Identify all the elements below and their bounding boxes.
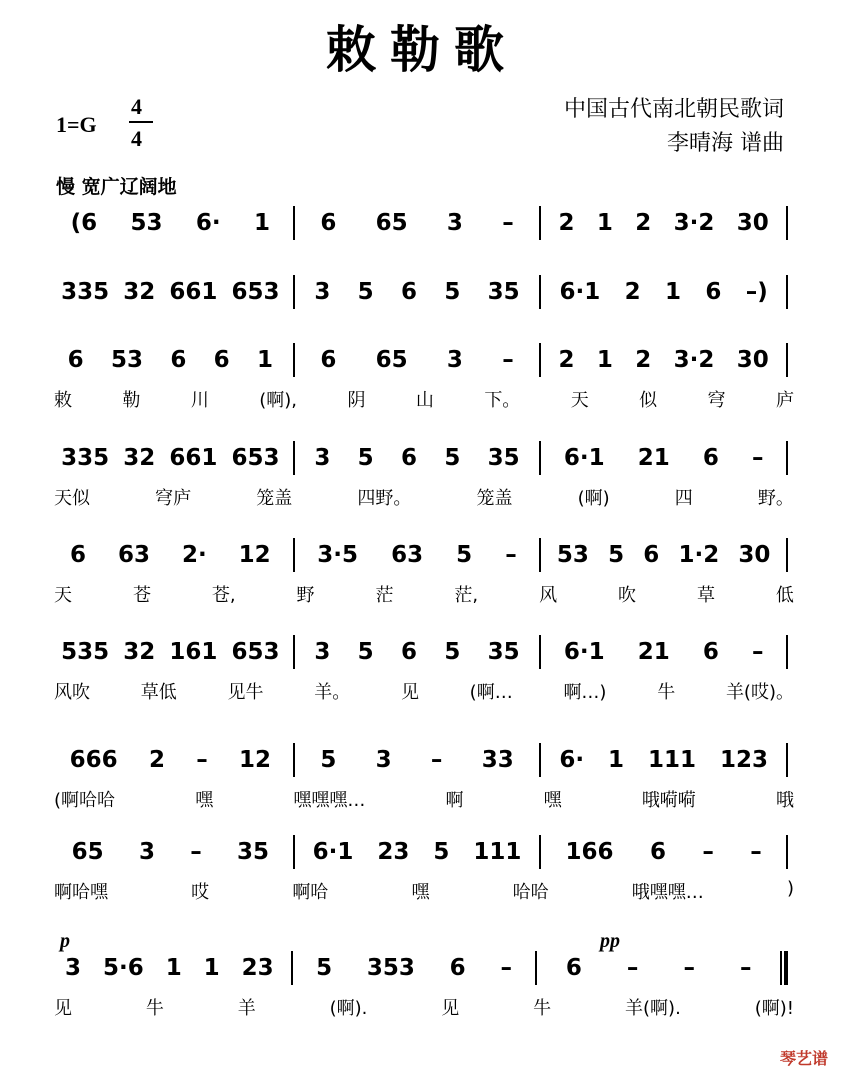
- note: 32: [123, 445, 156, 471]
- lyric-syllable: 嘿: [543, 790, 562, 811]
- note: 65: [71, 839, 104, 865]
- lyric-line: [54, 386, 794, 412]
- measure: [54, 639, 287, 665]
- lyric-syllable: 哦: [775, 790, 794, 811]
- lyric-syllable: 苍,: [211, 585, 236, 606]
- note: 32: [123, 639, 156, 665]
- lyric-syllable: 下。: [484, 390, 521, 411]
- note: 35: [487, 445, 520, 471]
- lyric-syllable: 苍: [132, 585, 151, 606]
- note: 2: [148, 747, 165, 773]
- measure: [301, 445, 534, 471]
- lyric-syllable: 吹: [618, 585, 637, 606]
- lyric-syllable: 见: [441, 998, 460, 1019]
- lyric-syllable: 哎: [191, 882, 210, 903]
- lyric-syllable: 天: [54, 585, 72, 606]
- barline: [786, 743, 788, 777]
- note: 6·: [195, 210, 221, 236]
- note: 23: [377, 839, 410, 865]
- note: 63: [391, 542, 424, 568]
- note: –: [190, 839, 202, 865]
- note: 3: [375, 747, 392, 773]
- barline: [539, 635, 541, 669]
- note: 6: [67, 347, 84, 373]
- note: 21: [637, 639, 670, 665]
- note: 33: [481, 747, 514, 773]
- note: 53: [556, 542, 589, 568]
- note: 6: [320, 347, 337, 373]
- measure: [54, 955, 285, 981]
- lyricist-credit: 中国古代南北朝民歌词: [563, 97, 784, 122]
- note: 335: [61, 279, 110, 305]
- measure-row: [54, 832, 794, 872]
- time-signature-bottom: 4: [131, 126, 142, 151]
- lyric-syllable: 嘿: [195, 790, 214, 811]
- lyric-syllable: 牛: [657, 682, 676, 703]
- lyric-syllable: 啊…): [563, 682, 607, 703]
- lyric-syllable: 茫,: [454, 585, 479, 606]
- measure: [54, 839, 287, 865]
- note: 3: [314, 445, 331, 471]
- note: 666: [69, 747, 118, 773]
- barline: [293, 635, 295, 669]
- barline: [539, 275, 541, 309]
- note: 1: [608, 747, 625, 773]
- measure-row: [54, 535, 794, 575]
- measure-row: [54, 340, 794, 380]
- lyric-syllable: 羊(哎)。: [725, 682, 794, 703]
- lyric-syllable: 穹庐: [155, 488, 192, 509]
- note: 5: [444, 445, 461, 471]
- lyric-syllable: (啊).: [329, 998, 368, 1019]
- lyric-syllable: 羊: [237, 998, 256, 1019]
- note: 12: [238, 542, 271, 568]
- measure-row: [54, 632, 794, 672]
- lyric-syllable: 见牛: [227, 682, 264, 703]
- lyric-syllable: 川: [190, 390, 209, 411]
- note: 661: [169, 279, 218, 305]
- note: 1: [203, 955, 220, 981]
- barline: [786, 835, 788, 869]
- note: –: [751, 445, 764, 471]
- note: 2: [558, 210, 575, 236]
- note: 6·1: [563, 445, 605, 471]
- note: 5: [320, 747, 337, 773]
- barline: [291, 951, 293, 985]
- note: 1: [253, 210, 270, 236]
- note: 6: [400, 639, 417, 665]
- measure-row: [54, 438, 794, 478]
- dynamic-marking: pp: [600, 930, 620, 952]
- note: 53: [110, 347, 143, 373]
- barline: [786, 275, 788, 309]
- note: 653: [231, 445, 280, 471]
- lyric-syllable: 野。: [757, 488, 794, 509]
- lyric-syllable: 穹: [707, 390, 726, 411]
- lyric-line: [54, 878, 794, 904]
- lyric-syllable: 笼盖: [256, 488, 293, 509]
- note: 653: [231, 639, 280, 665]
- note: 35: [237, 839, 270, 865]
- measure: [301, 210, 534, 236]
- note: 3·5: [317, 542, 358, 568]
- note: 5: [444, 639, 461, 665]
- note: 3: [64, 955, 81, 981]
- measure-row: [54, 203, 794, 243]
- note: 535: [61, 639, 110, 665]
- note: 6: [69, 542, 86, 568]
- measure: [301, 542, 534, 568]
- note: 3: [446, 347, 463, 373]
- note: 2: [635, 347, 652, 373]
- note: 6·1: [312, 839, 354, 865]
- lyric-syllable: 敕: [54, 390, 72, 411]
- lyric-syllable: 风: [539, 585, 558, 606]
- note: 6·1: [563, 639, 605, 665]
- note: –: [502, 347, 514, 373]
- measure-row: [54, 740, 794, 780]
- barline: [293, 743, 295, 777]
- note: 5: [357, 445, 374, 471]
- barline: [293, 441, 295, 475]
- measure: [547, 445, 780, 471]
- lyric-syllable: (啊)!: [754, 998, 794, 1019]
- measure: [547, 279, 780, 305]
- lyric-syllable: 牛: [145, 998, 164, 1019]
- note: –: [626, 955, 639, 981]
- note: 6·1: [559, 279, 601, 305]
- lyric-syllable: 四: [674, 488, 693, 509]
- barline: [786, 635, 788, 669]
- barline: [786, 343, 788, 377]
- note: 3·2: [673, 210, 715, 236]
- note: 1: [256, 347, 273, 373]
- note: –: [739, 955, 752, 981]
- note: 1: [596, 347, 613, 373]
- note: 53: [130, 210, 163, 236]
- note: 23: [241, 955, 274, 981]
- note: –: [430, 747, 443, 773]
- measure-row: [54, 272, 794, 312]
- note: 3: [138, 839, 155, 865]
- measure: [54, 347, 287, 373]
- note: 2·: [181, 542, 207, 568]
- time-signature-line: [129, 121, 153, 123]
- barline: [786, 538, 788, 572]
- note: –: [750, 839, 762, 865]
- note: 5: [316, 955, 333, 981]
- note: 1: [665, 279, 682, 305]
- note: 1: [596, 210, 613, 236]
- lyric-syllable: 草低: [140, 682, 177, 703]
- note: 111: [473, 839, 522, 865]
- measure: [301, 347, 534, 373]
- lyric-syllable: 低: [775, 585, 794, 606]
- lyric-line: [54, 484, 794, 510]
- lyric-syllable: (啊哈哈: [54, 790, 116, 811]
- lyric-line: [54, 581, 794, 607]
- note: 6: [400, 279, 417, 305]
- measure: [547, 747, 780, 773]
- note: 6: [170, 347, 187, 373]
- note: 2: [635, 210, 652, 236]
- note: 2: [558, 347, 575, 373]
- note: 5: [433, 839, 450, 865]
- barline: [539, 743, 541, 777]
- note: –): [745, 279, 768, 305]
- note: 5: [444, 279, 461, 305]
- measure: [301, 839, 534, 865]
- lyric-syllable: 哦嘿嘿…: [631, 882, 704, 903]
- measure: [54, 279, 287, 305]
- note: 3·2: [673, 347, 715, 373]
- note: 2: [624, 279, 641, 305]
- barline: [539, 206, 541, 240]
- note: 5·6: [102, 955, 144, 981]
- note: 3: [314, 279, 331, 305]
- note: 32: [123, 279, 156, 305]
- lyric-syllable: (啊): [577, 488, 610, 509]
- note: 6: [702, 639, 719, 665]
- note: –: [702, 839, 714, 865]
- watermark-logo: 琴艺谱: [779, 1049, 828, 1068]
- note: 3: [314, 639, 331, 665]
- barline: [539, 835, 541, 869]
- lyric-syllable: 啊哈嘿: [54, 882, 108, 903]
- lyric-syllable: 嘿: [411, 882, 430, 903]
- lyric-syllable: 山: [415, 390, 434, 411]
- lyric-syllable: 嘿嘿嘿…: [293, 790, 366, 811]
- measure: [299, 955, 530, 981]
- note: 6: [400, 445, 417, 471]
- barline: [539, 343, 541, 377]
- measure: [547, 542, 780, 568]
- measure: [547, 347, 780, 373]
- lyric-syllable: 见: [400, 682, 419, 703]
- song-title: 敕勒歌: [326, 21, 518, 79]
- lyric-syllable: 笼盖: [476, 488, 513, 509]
- measure: [301, 747, 534, 773]
- note: –: [500, 955, 512, 981]
- barline: [786, 441, 788, 475]
- lyric-syllable: 羊(啊).: [625, 998, 681, 1019]
- lyric-line: [54, 678, 794, 704]
- note: 5: [357, 639, 374, 665]
- note: 5: [608, 542, 625, 568]
- measure: [54, 747, 287, 773]
- lyric-syllable: 野: [296, 585, 315, 606]
- note: 6: [213, 347, 230, 373]
- measure: [54, 210, 287, 236]
- barline: [293, 343, 295, 377]
- note: 35: [487, 279, 520, 305]
- lyric-syllable: 茫: [375, 585, 394, 606]
- note: 6: [320, 210, 337, 236]
- note: –: [502, 210, 514, 236]
- final-barline: [780, 951, 788, 985]
- lyric-syllable: 风吹: [54, 682, 90, 703]
- lyric-line: [54, 994, 794, 1020]
- note: 30: [736, 347, 769, 373]
- note: 65: [375, 347, 408, 373]
- lyric-syllable: 哦嗬嗬: [641, 790, 696, 811]
- measure-row: [54, 948, 794, 988]
- lyric-line: [54, 786, 794, 812]
- note: 6·: [559, 747, 585, 773]
- measure: [301, 279, 534, 305]
- lyric-syllable: (啊),: [259, 390, 298, 411]
- note: 1·2: [678, 542, 720, 568]
- note: 353: [366, 955, 415, 981]
- note: 65: [375, 210, 408, 236]
- lyric-syllable: 天似: [54, 488, 90, 509]
- note: 6: [705, 279, 722, 305]
- lyric-syllable: 庐: [776, 390, 794, 411]
- note: 6: [565, 955, 582, 981]
- note: 111: [648, 747, 697, 773]
- note: 21: [637, 445, 670, 471]
- note: 6: [649, 839, 666, 865]
- measure: [547, 639, 780, 665]
- lyric-syllable: 阴: [347, 390, 366, 411]
- note: (6: [70, 210, 98, 236]
- barline: [786, 206, 788, 240]
- barline: [293, 206, 295, 240]
- note: –: [196, 747, 208, 773]
- note: 6: [702, 445, 719, 471]
- lyric-syllable: ): [786, 878, 794, 899]
- composer-credit: 李晴海 谱曲: [667, 131, 784, 156]
- note: 5: [357, 279, 374, 305]
- measure: [547, 210, 780, 236]
- measure: [54, 542, 287, 568]
- barline: [293, 835, 295, 869]
- measure: [543, 955, 774, 981]
- note: –: [505, 542, 517, 568]
- measure: [547, 839, 780, 865]
- key-signature: 1=G: [56, 112, 97, 137]
- note: 30: [736, 210, 769, 236]
- note: 661: [169, 445, 218, 471]
- note: –: [683, 955, 695, 981]
- note: 6: [449, 955, 466, 981]
- lyric-syllable: 见: [54, 998, 72, 1019]
- lyric-syllable: (啊…: [469, 682, 513, 703]
- note: 35: [487, 639, 520, 665]
- lyric-syllable: 啊: [445, 790, 464, 811]
- note: –: [751, 639, 764, 665]
- lyric-syllable: 四野。: [357, 488, 412, 509]
- lyric-syllable: 牛: [533, 998, 552, 1019]
- lyric-syllable: 哈哈: [512, 882, 549, 903]
- note: 12: [239, 747, 272, 773]
- barline: [293, 538, 295, 572]
- barline: [293, 275, 295, 309]
- lyric-syllable: 羊。: [314, 682, 351, 703]
- dynamic-marking: p: [60, 930, 70, 952]
- note: 1: [165, 955, 182, 981]
- note: 335: [61, 445, 110, 471]
- barline: [539, 538, 541, 572]
- lyric-syllable: 草: [696, 585, 715, 606]
- note: 123: [720, 747, 769, 773]
- note: 6: [643, 542, 660, 568]
- tempo-marking: 慢 宽广辽阔地: [56, 176, 177, 198]
- lyric-syllable: 勒: [122, 390, 141, 411]
- note: 653: [231, 279, 280, 305]
- note: 30: [738, 542, 771, 568]
- lyric-syllable: 啊哈: [292, 882, 329, 903]
- lyric-syllable: 天: [570, 390, 589, 411]
- barline: [539, 441, 541, 475]
- note: 166: [565, 839, 614, 865]
- measure: [301, 639, 534, 665]
- lyric-syllable: 似: [639, 390, 658, 411]
- barline: [535, 951, 537, 985]
- time-signature-top: 4: [131, 94, 142, 119]
- note: 3: [446, 210, 463, 236]
- note: 63: [117, 542, 150, 568]
- note: 161: [169, 639, 218, 665]
- note: 5: [456, 542, 473, 568]
- measure: [54, 445, 287, 471]
